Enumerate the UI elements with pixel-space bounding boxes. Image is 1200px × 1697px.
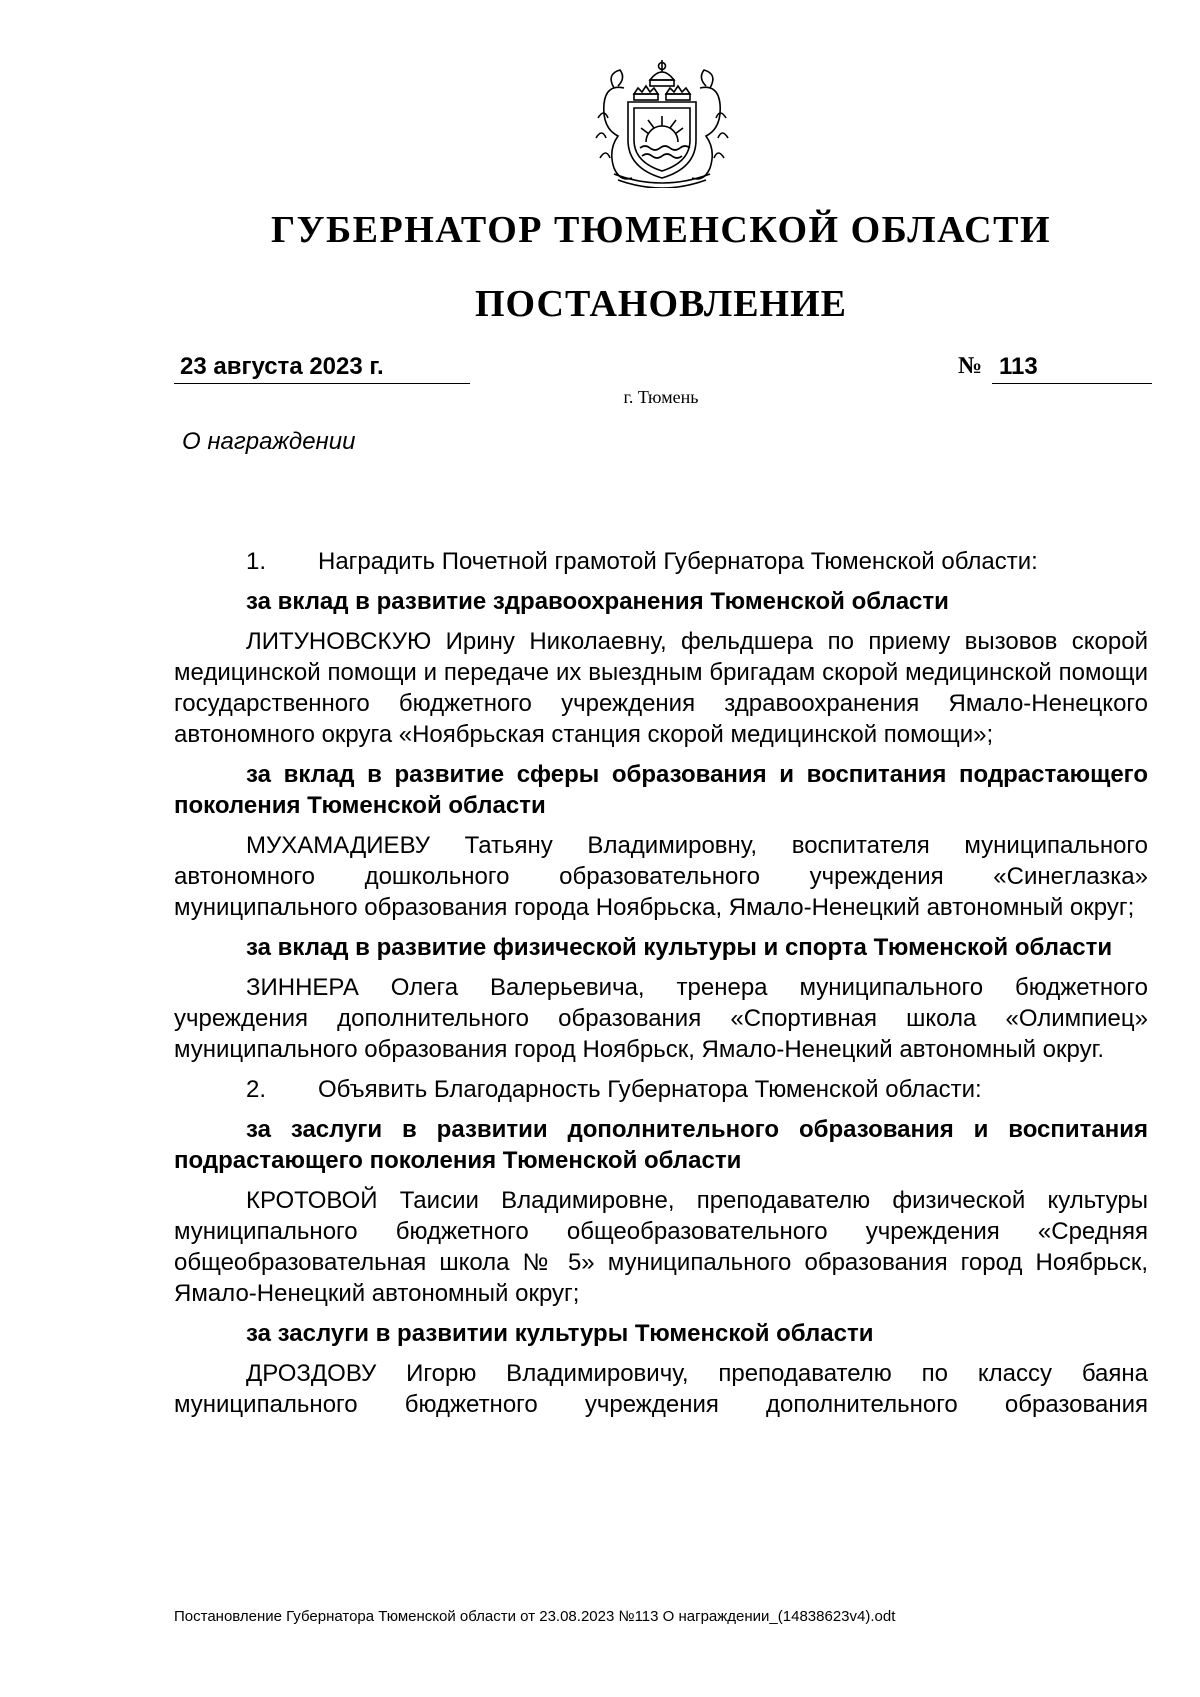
city: г. Тюмень xyxy=(623,387,699,407)
item-text: Объявить Благодарность Губернатора Тюменской области: xyxy=(318,1076,982,1103)
document-number-field xyxy=(992,353,1152,384)
number-label: № xyxy=(958,353,983,379)
item-number: 1. xyxy=(246,548,267,575)
coat-of-arms-emblem xyxy=(584,58,740,188)
awardee-paragraph: ДРОЗДОВУ Игорю Владимировичу, преподавателю по классу баяна муниципального бюджетного учреждения дополнительного образования xyxy=(174,1360,1148,1418)
awardee-paragraph: ЗИННЕРА Олега Валерьевича, тренера муниципального бюджетного учреждения дополнительного образования «Спортивная школа «Олимпиец» муниципального образования город Ноябрьск, Ямало-Ненецкий автономный округ. xyxy=(174,974,1148,1063)
footer-filename: Постановление Губернатора Тюменской области от 23.08.2023 №113 О награждении_(14838623v4).odt xyxy=(174,1608,896,1625)
document-body xyxy=(174,546,1148,1429)
list-item xyxy=(174,1074,1148,1105)
award-category: за вклад в развитие сферы образования и воспитания подрастающего поколения Тюменской области xyxy=(174,761,1148,819)
awardee-paragraph: КРОТОВОЙ Таисии Владимировне, преподавателю физической культуры муниципального бюджетного общеобразовательного учреждения «Средняя общеобразовательная школа № 5» муниципального образования город Ноябрьск, Ямало-Ненецкий автономный округ; xyxy=(174,1187,1148,1307)
document-date: 23 августа 2023 г. xyxy=(180,353,384,380)
document-number: 113 xyxy=(999,353,1038,380)
item-number: 2. xyxy=(246,1076,267,1103)
award-category: за заслуги в развитии дополнительного образования и воспитания подрастающего поколения Тюменской области xyxy=(174,1116,1148,1174)
awardee-paragraph: МУХАМАДИЕВУ Татьяну Владимировну, воспитателя муниципального автономного дошкольного образовательного учреждения «Синеглазка» муниципального образования города Ноябрьска, Ямало-Ненецкий автономный округ; xyxy=(174,832,1148,921)
authority-title: ГУБЕРНАТОР ТЮМЕНСКОЙ ОБЛАСТИ xyxy=(270,209,1052,251)
item-text: Наградить Почетной грамотой Губернатора Тюменской области: xyxy=(318,548,1038,575)
document-type: ПОСТАНОВЛЕНИЕ xyxy=(474,283,848,325)
list-item xyxy=(174,546,1148,577)
award-category: за вклад в развитие физической культуры и спорта Тюменской области xyxy=(246,934,1113,961)
awardee-paragraph: ЛИТУНОВСКУЮ Ирину Николаевну, фельдшера по приему вызовов скорой медицинской помощи и передаче их выездным бригадам скорой медицинской помощи государственного бюджетного учреждения здравоохранения Ямало-Ненецкого автономного округа «Ноябрьская станция скорой медицинской помощи»; xyxy=(174,628,1148,748)
award-category: за вклад в развитие здравоохранения Тюменской области xyxy=(246,588,949,615)
award-category: за заслуги в развитии культуры Тюменской области xyxy=(246,1320,874,1347)
document-subject: О награждении xyxy=(182,428,356,455)
document-date-field xyxy=(174,353,470,384)
